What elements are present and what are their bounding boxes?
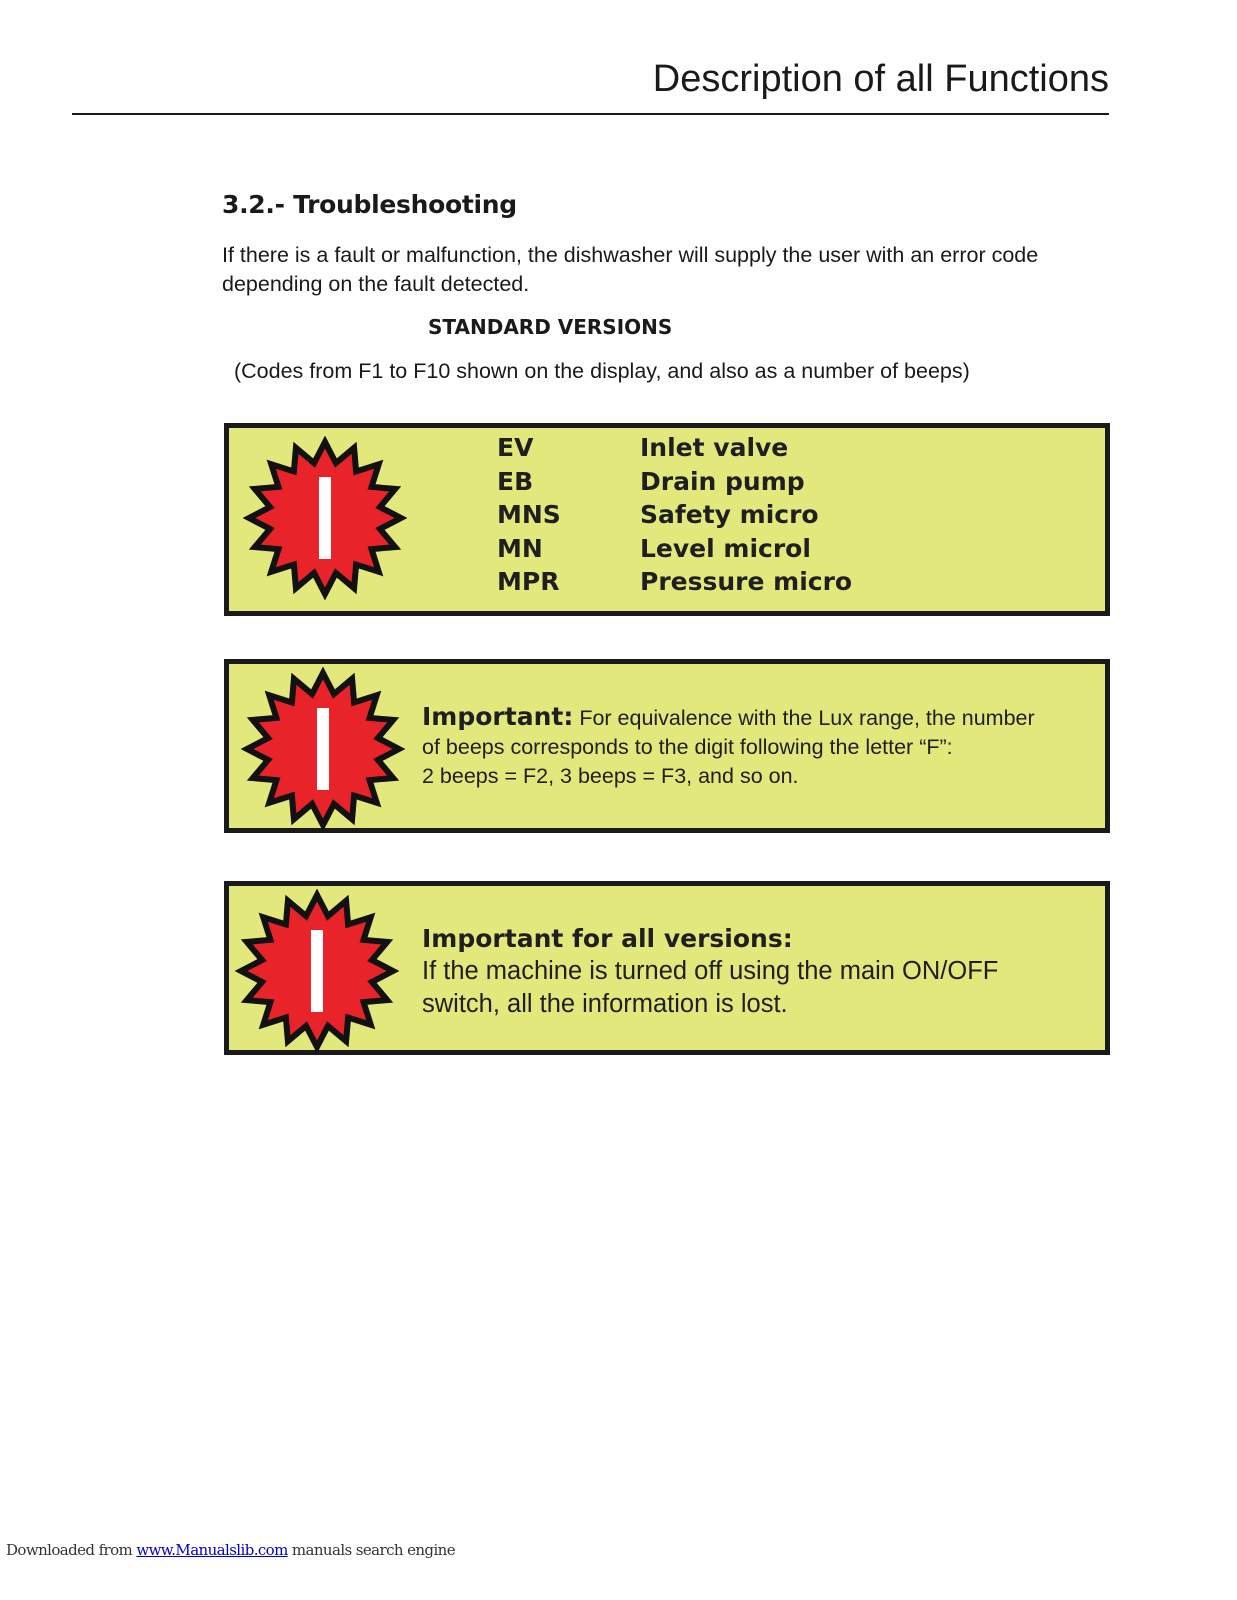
footer-prefix: Downloaded from [6, 1541, 137, 1559]
error-description: Safety micro [640, 500, 819, 530]
error-description: Inlet valve [640, 433, 789, 462]
intro-line: If there is a fault or malfunction, the dishwasher will supply the user with an error code [222, 243, 1039, 267]
section-heading: 3.2.- Troubleshooting [222, 190, 517, 219]
error-code: MN [497, 533, 543, 563]
lux-note-text [422, 702, 1092, 791]
note-lead: Important: [422, 702, 574, 731]
all-versions-note-text [422, 922, 1092, 1021]
list-item [497, 465, 852, 499]
header-divider [72, 113, 1109, 115]
error-description: Drain pump [640, 466, 805, 496]
note-line: switch, all the information is lost. [422, 990, 788, 1018]
note-line [422, 702, 1092, 733]
page-title: Description of all Functions [652, 58, 1109, 100]
error-code: EV [497, 433, 534, 462]
footer-suffix: manuals search engine [287, 1541, 455, 1559]
error-description: Level microl [640, 533, 811, 563]
manualslib-link[interactable]: www.Manualslib.com [136, 1541, 288, 1559]
all-versions-note-box [224, 881, 1110, 1055]
standard-versions-subtitle: (Codes from F1 to F10 shown on the display, and also as a number of beeps) [234, 359, 970, 383]
error-code: MPR [497, 567, 560, 597]
error-code: EB [497, 466, 534, 496]
error-code-list [497, 431, 852, 599]
warning-starburst-icon [243, 436, 407, 600]
footer-credit [6, 1541, 455, 1559]
error-description: Pressure micro [640, 567, 853, 597]
error-code: MNS [497, 500, 561, 530]
standard-versions-heading: STANDARD VERSIONS [428, 315, 673, 339]
list-item [497, 431, 852, 465]
warning-starburst-icon [235, 889, 399, 1053]
note-line: If the machine is turned off using the main ON/OFF [422, 957, 999, 985]
list-item [497, 498, 852, 532]
intro-line: depending on the fault detected. [222, 272, 530, 296]
warning-starburst-icon [241, 667, 405, 831]
note-line: 2 beeps = F2, 3 beeps = F3, and so on. [422, 764, 799, 788]
intro-paragraph [222, 241, 1122, 299]
list-item [497, 532, 852, 566]
lux-note-box [224, 659, 1110, 833]
note-line-text: For equivalence with the Lux range, the number [579, 706, 1035, 730]
list-item [497, 565, 852, 599]
error-codes-box [224, 423, 1110, 616]
note-line: of beeps corresponds to the digit following the letter “F”: [422, 735, 953, 759]
note-lead: Important for all versions: [422, 924, 793, 953]
